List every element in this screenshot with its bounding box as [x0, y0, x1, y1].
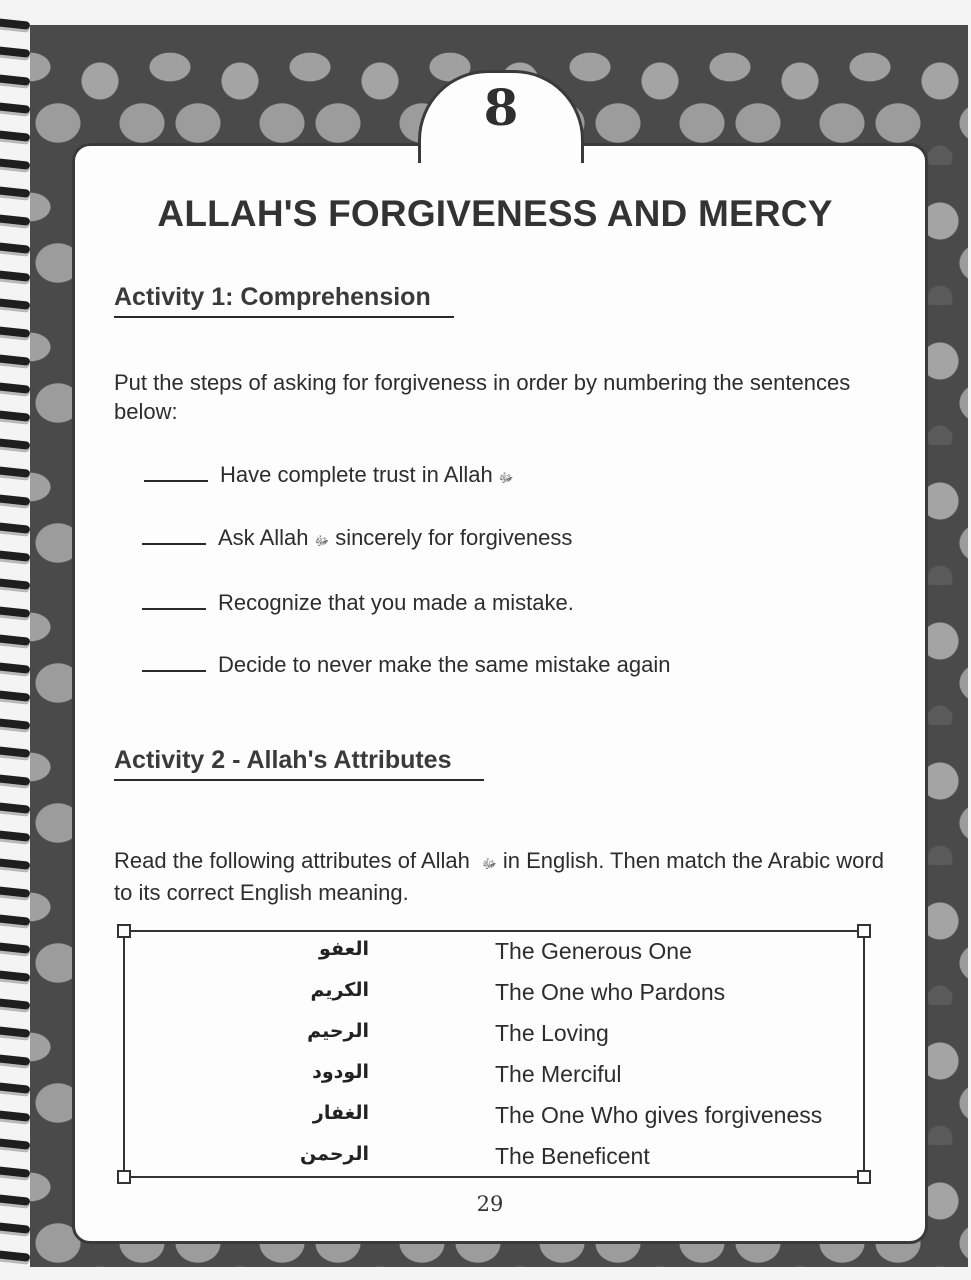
activity1-heading: Activity 1: Comprehension [114, 283, 454, 318]
step-item [142, 525, 572, 552]
step-item [144, 462, 513, 489]
answer-blank[interactable] [142, 652, 206, 672]
arabic-word[interactable]: الغفار [312, 1102, 369, 1124]
page-number: 29 [476, 1192, 504, 1216]
activity1-instructions: Put the steps of asking for forgiveness in order by numbering the sentences below: [114, 370, 851, 424]
english-meaning[interactable]: The Loving [495, 1020, 609, 1046]
instructions-part2: in English. Then match the Arabic word to its correct English meaning. [114, 848, 884, 905]
match-row [125, 1139, 863, 1180]
spiral-binding [0, 20, 34, 1270]
step-text: Decide to never make the same mistake again [218, 652, 671, 677]
arabic-word[interactable]: الرحيم [307, 1020, 369, 1042]
matching-table [123, 930, 865, 1178]
step-text: Recognize that you made a mistake. [218, 590, 574, 615]
honorific-glyph: ﷻ [314, 533, 330, 548]
step-text-after: sincerely for forgiveness [335, 525, 573, 550]
match-row [125, 1016, 863, 1057]
match-row [125, 1057, 863, 1098]
match-row [125, 975, 863, 1016]
step-item [142, 590, 574, 616]
answer-blank[interactable] [142, 525, 206, 545]
arabic-word[interactable]: الكريم [310, 979, 369, 1001]
activity2-heading: Activity 2 - Allah's Attributes [114, 746, 484, 781]
page-title: ALLAH'S FORGIVENESS AND MERCY [157, 193, 833, 234]
english-meaning[interactable]: The One Who gives forgiveness [495, 1102, 823, 1128]
answer-blank[interactable] [142, 590, 206, 610]
english-meaning[interactable]: The One who Pardons [495, 979, 726, 1005]
instructions-part1: Read the following attributes of Allah [114, 848, 470, 873]
arabic-word[interactable]: الودود [312, 1061, 369, 1083]
step-text: Ask Allah [218, 525, 309, 550]
step-text: Have complete trust in Allah [220, 462, 493, 487]
english-meaning[interactable]: The Merciful [495, 1061, 622, 1087]
honorific-glyph: ﷻ [482, 856, 497, 871]
match-row [125, 934, 863, 975]
honorific-glyph: ﷻ [498, 470, 514, 485]
chapter-number: 8 [483, 78, 519, 137]
arabic-word[interactable]: الرحمن [300, 1143, 369, 1165]
step-item [142, 652, 670, 678]
match-row [125, 1098, 863, 1139]
activity2-instructions [114, 846, 884, 907]
arabic-word[interactable]: العفو [319, 938, 369, 960]
english-meaning[interactable]: The Generous One [495, 938, 692, 964]
english-meaning[interactable]: The Beneficent [495, 1143, 650, 1169]
answer-blank[interactable] [144, 462, 208, 482]
